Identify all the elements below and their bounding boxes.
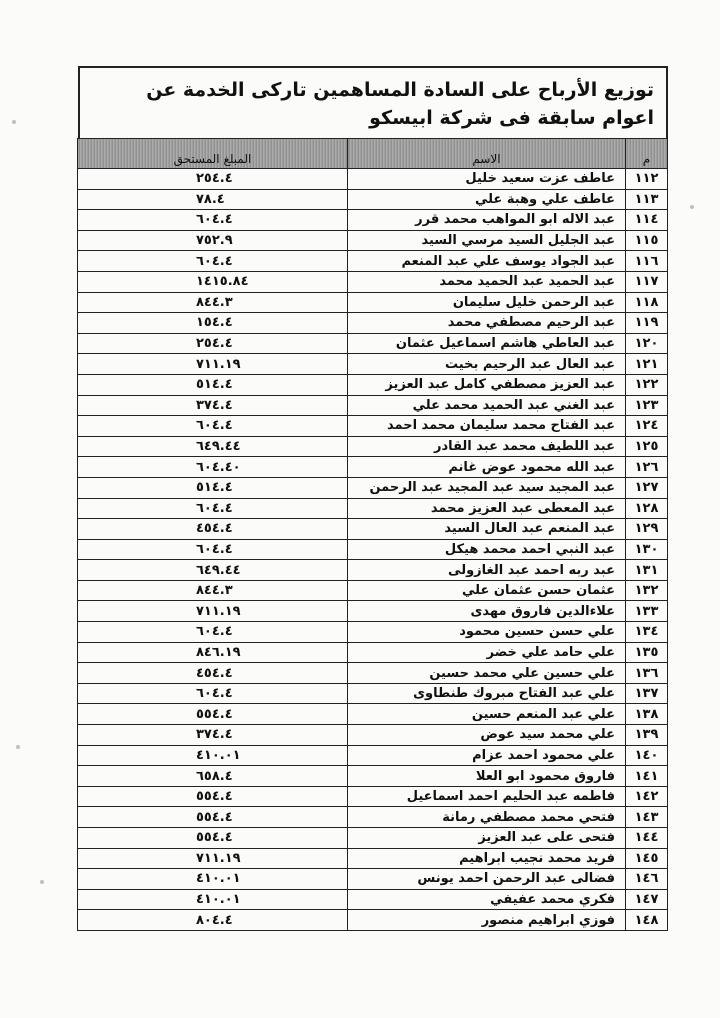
row-amount: ١٤١٥.٨٤ xyxy=(78,271,348,292)
scan-speck xyxy=(16,745,20,749)
table-row xyxy=(78,745,668,766)
row-number: ١٤٣ xyxy=(626,807,668,828)
table-row xyxy=(78,622,668,643)
table-row xyxy=(78,848,668,869)
row-amount: ٢٥٤.٤ xyxy=(78,169,348,190)
row-name: علي عبد المنعم حسين xyxy=(348,704,626,725)
row-amount: ٦٠٤.٤ xyxy=(78,251,348,272)
row-amount: ٦٠٤.٤ xyxy=(78,416,348,437)
table-row xyxy=(78,580,668,601)
table-row xyxy=(78,725,668,746)
row-name: علي عبد الفتاح مبروك طنطاوى xyxy=(348,683,626,704)
row-number: ١١٧ xyxy=(626,271,668,292)
row-name: عبد الجواد يوسف علي عبد المنعم xyxy=(348,251,626,272)
row-name: عثمان حسن عثمان علي xyxy=(348,580,626,601)
row-name: فضالى عبد الرحمن احمد يونس xyxy=(348,869,626,890)
row-name: عبد الرحمن خليل سليمان xyxy=(348,292,626,313)
table-row xyxy=(78,786,668,807)
row-number: ١٣٣ xyxy=(626,601,668,622)
row-amount: ٥٥٤.٤ xyxy=(78,704,348,725)
row-name: عبد الرحيم مصطفي محمد xyxy=(348,313,626,334)
row-number: ١٢٢ xyxy=(626,374,668,395)
row-number: ١٣٤ xyxy=(626,622,668,643)
row-number: ١٤٥ xyxy=(626,848,668,869)
row-amount: ٦٠٤.٤ xyxy=(78,622,348,643)
row-amount: ٨٤٤.٣ xyxy=(78,580,348,601)
row-number: ١١٢ xyxy=(626,169,668,190)
table-row xyxy=(78,601,668,622)
table-row xyxy=(78,766,668,787)
table-row xyxy=(78,642,668,663)
row-number: ١٣٩ xyxy=(626,725,668,746)
row-name: عبد المعطى عبد العزيز محمد xyxy=(348,498,626,519)
header-name: الاسم xyxy=(348,139,626,169)
table-row xyxy=(78,498,668,519)
row-number: ١٣١ xyxy=(626,560,668,581)
row-number: ١٣٠ xyxy=(626,539,668,560)
table-row xyxy=(78,436,668,457)
row-amount: ٦٥٨.٤ xyxy=(78,766,348,787)
row-name: عبد الفتاح محمد سليمان محمد احمد xyxy=(348,416,626,437)
table-row xyxy=(78,704,668,725)
row-amount: ٦٠٤.٤ xyxy=(78,498,348,519)
row-number: ١٤٧ xyxy=(626,889,668,910)
table-row xyxy=(78,251,668,272)
row-number: ١١٣ xyxy=(626,189,668,210)
row-name: علي محمد سيد عوض xyxy=(348,725,626,746)
row-amount: ٢٥٤.٤ xyxy=(78,333,348,354)
row-amount: ٤١٠.٠١ xyxy=(78,745,348,766)
table-row xyxy=(78,210,668,231)
row-amount: ٦٤٩.٤٤ xyxy=(78,560,348,581)
row-amount: ٣٧٤.٤ xyxy=(78,725,348,746)
row-name: عبد الله محمود عوض غانم xyxy=(348,457,626,478)
row-name: فتحى على عبد العزيز xyxy=(348,828,626,849)
row-amount: ٤٥٤.٤ xyxy=(78,519,348,540)
row-amount: ٥٥٤.٤ xyxy=(78,807,348,828)
row-number: ١٣٦ xyxy=(626,663,668,684)
row-name: عبد اللطيف محمد عبد القادر xyxy=(348,436,626,457)
row-amount: ٦٠٤.٤ xyxy=(78,210,348,231)
table-row xyxy=(78,889,668,910)
row-number: ١٤٠ xyxy=(626,745,668,766)
row-amount: ٦٠٤.٤ xyxy=(78,539,348,560)
row-amount: ٥١٤.٤ xyxy=(78,477,348,498)
document-title: توزيع الأرباح على السادة المساهمين تاركى الخدمة عن اعوام سابقة فى شركة ابيسكو xyxy=(78,66,668,138)
row-amount: ٦٤٩.٤٤ xyxy=(78,436,348,457)
header-number: م xyxy=(626,139,668,169)
row-name: عبد العاطي هاشم اسماعيل عثمان xyxy=(348,333,626,354)
row-amount: ٥٥٤.٤ xyxy=(78,828,348,849)
table-row xyxy=(78,374,668,395)
row-name: فوزي ابراهيم منصور xyxy=(348,910,626,931)
row-number: ١٢٦ xyxy=(626,457,668,478)
table-row xyxy=(78,539,668,560)
dividends-document xyxy=(78,66,668,931)
row-name: عبد العال عبد الرحيم بخيت xyxy=(348,354,626,375)
row-name: علي حسن حسين محمود xyxy=(348,622,626,643)
row-amount: ٨٠٤.٤ xyxy=(78,910,348,931)
row-name: عبد ربه احمد عبد الغازولى xyxy=(348,560,626,581)
row-amount: ٤١٠.٠١ xyxy=(78,869,348,890)
row-number: ١٢٨ xyxy=(626,498,668,519)
table-row xyxy=(78,828,668,849)
row-number: ١٣٢ xyxy=(626,580,668,601)
row-number: ١٢٣ xyxy=(626,395,668,416)
row-name: عبد الغني عبد الحميد محمد علي xyxy=(348,395,626,416)
row-amount: ٦٠٤.٤ xyxy=(78,683,348,704)
table-body xyxy=(78,169,668,931)
row-amount: ٥١٤.٤ xyxy=(78,374,348,395)
row-number: ١١٦ xyxy=(626,251,668,272)
row-name: عبد العزيز مصطفي كامل عبد العزيز xyxy=(348,374,626,395)
header-amount: المبلغ المستحق xyxy=(78,139,348,169)
row-name: علاءالدين فاروق مهدى xyxy=(348,601,626,622)
table-row xyxy=(78,395,668,416)
table-row xyxy=(78,333,668,354)
row-name: عبد المنعم عبد العال السيد xyxy=(348,519,626,540)
row-number: ١٢٥ xyxy=(626,436,668,457)
table-row xyxy=(78,910,668,931)
row-number: ١٢٠ xyxy=(626,333,668,354)
row-number: ١١٤ xyxy=(626,210,668,231)
table-row xyxy=(78,477,668,498)
row-name: عبد الجليل السيد مرسي السيد xyxy=(348,230,626,251)
row-amount: ٨٤٦.١٩ xyxy=(78,642,348,663)
row-amount: ٥٥٤.٤ xyxy=(78,786,348,807)
table-header-row xyxy=(78,139,668,169)
dividends-table xyxy=(77,138,668,931)
table-row xyxy=(78,869,668,890)
row-number: ١٢٤ xyxy=(626,416,668,437)
table-row xyxy=(78,683,668,704)
row-number: ١١٥ xyxy=(626,230,668,251)
table-row xyxy=(78,560,668,581)
row-name: فكري محمد عفيفي xyxy=(348,889,626,910)
row-amount: ٤٥٤.٤ xyxy=(78,663,348,684)
scan-speck xyxy=(12,120,16,124)
table-row xyxy=(78,663,668,684)
table-row xyxy=(78,416,668,437)
row-amount: ٨٤٤.٣ xyxy=(78,292,348,313)
row-number: ١٤٢ xyxy=(626,786,668,807)
row-number: ١٢١ xyxy=(626,354,668,375)
row-name: فريد محمد نجيب ابراهيم xyxy=(348,848,626,869)
row-number: ١٤٨ xyxy=(626,910,668,931)
row-number: ١٣٧ xyxy=(626,683,668,704)
row-amount: ٧٨.٤ xyxy=(78,189,348,210)
scan-speck xyxy=(690,205,694,209)
row-name: علي حسين علي محمد حسين xyxy=(348,663,626,684)
row-name: عبد الاله ابو المواهب محمد قرر xyxy=(348,210,626,231)
row-amount: ٣٧٤.٤ xyxy=(78,395,348,416)
table-row xyxy=(78,313,668,334)
table-row xyxy=(78,230,668,251)
row-name: عاطف علي وهبة علي xyxy=(348,189,626,210)
row-number: ١٢٩ xyxy=(626,519,668,540)
row-name: عبد المجيد سيد عبد المجيد عبد الرحمن xyxy=(348,477,626,498)
table-row xyxy=(78,189,668,210)
table-row xyxy=(78,292,668,313)
row-number: ١٣٥ xyxy=(626,642,668,663)
table-row xyxy=(78,807,668,828)
row-number: ١٤١ xyxy=(626,766,668,787)
table-row xyxy=(78,457,668,478)
row-amount: ٧١١.١٩ xyxy=(78,354,348,375)
row-name: فاطمه عبد الحليم احمد اسماعيل xyxy=(348,786,626,807)
table-row xyxy=(78,271,668,292)
row-name: علي محمود احمد عزام xyxy=(348,745,626,766)
row-amount: ٧١١.١٩ xyxy=(78,601,348,622)
scan-speck xyxy=(40,880,44,884)
row-name: فاروق محمود ابو العلا xyxy=(348,766,626,787)
row-amount: ٧٥٢.٩ xyxy=(78,230,348,251)
row-name: عبد الحميد عبد الحميد محمد xyxy=(348,271,626,292)
table-row xyxy=(78,519,668,540)
row-name: علي حامد علي خضر xyxy=(348,642,626,663)
row-number: ١١٩ xyxy=(626,313,668,334)
table-row xyxy=(78,354,668,375)
row-number: ١٤٦ xyxy=(626,869,668,890)
row-name: فتحي محمد مصطفي رمانة xyxy=(348,807,626,828)
row-name: عاطف عزت سعيد خليل xyxy=(348,169,626,190)
row-number: ١٢٧ xyxy=(626,477,668,498)
row-number: ١٣٨ xyxy=(626,704,668,725)
table-row xyxy=(78,169,668,190)
row-amount: ٤١٠.٠١ xyxy=(78,889,348,910)
row-number: ١٤٤ xyxy=(626,828,668,849)
row-number: ١١٨ xyxy=(626,292,668,313)
row-amount: ٦٠٤.٤٠ xyxy=(78,457,348,478)
row-amount: ١٥٤.٤ xyxy=(78,313,348,334)
row-name: عبد النبي احمد محمد هيكل xyxy=(348,539,626,560)
row-amount: ٧١١.١٩ xyxy=(78,848,348,869)
